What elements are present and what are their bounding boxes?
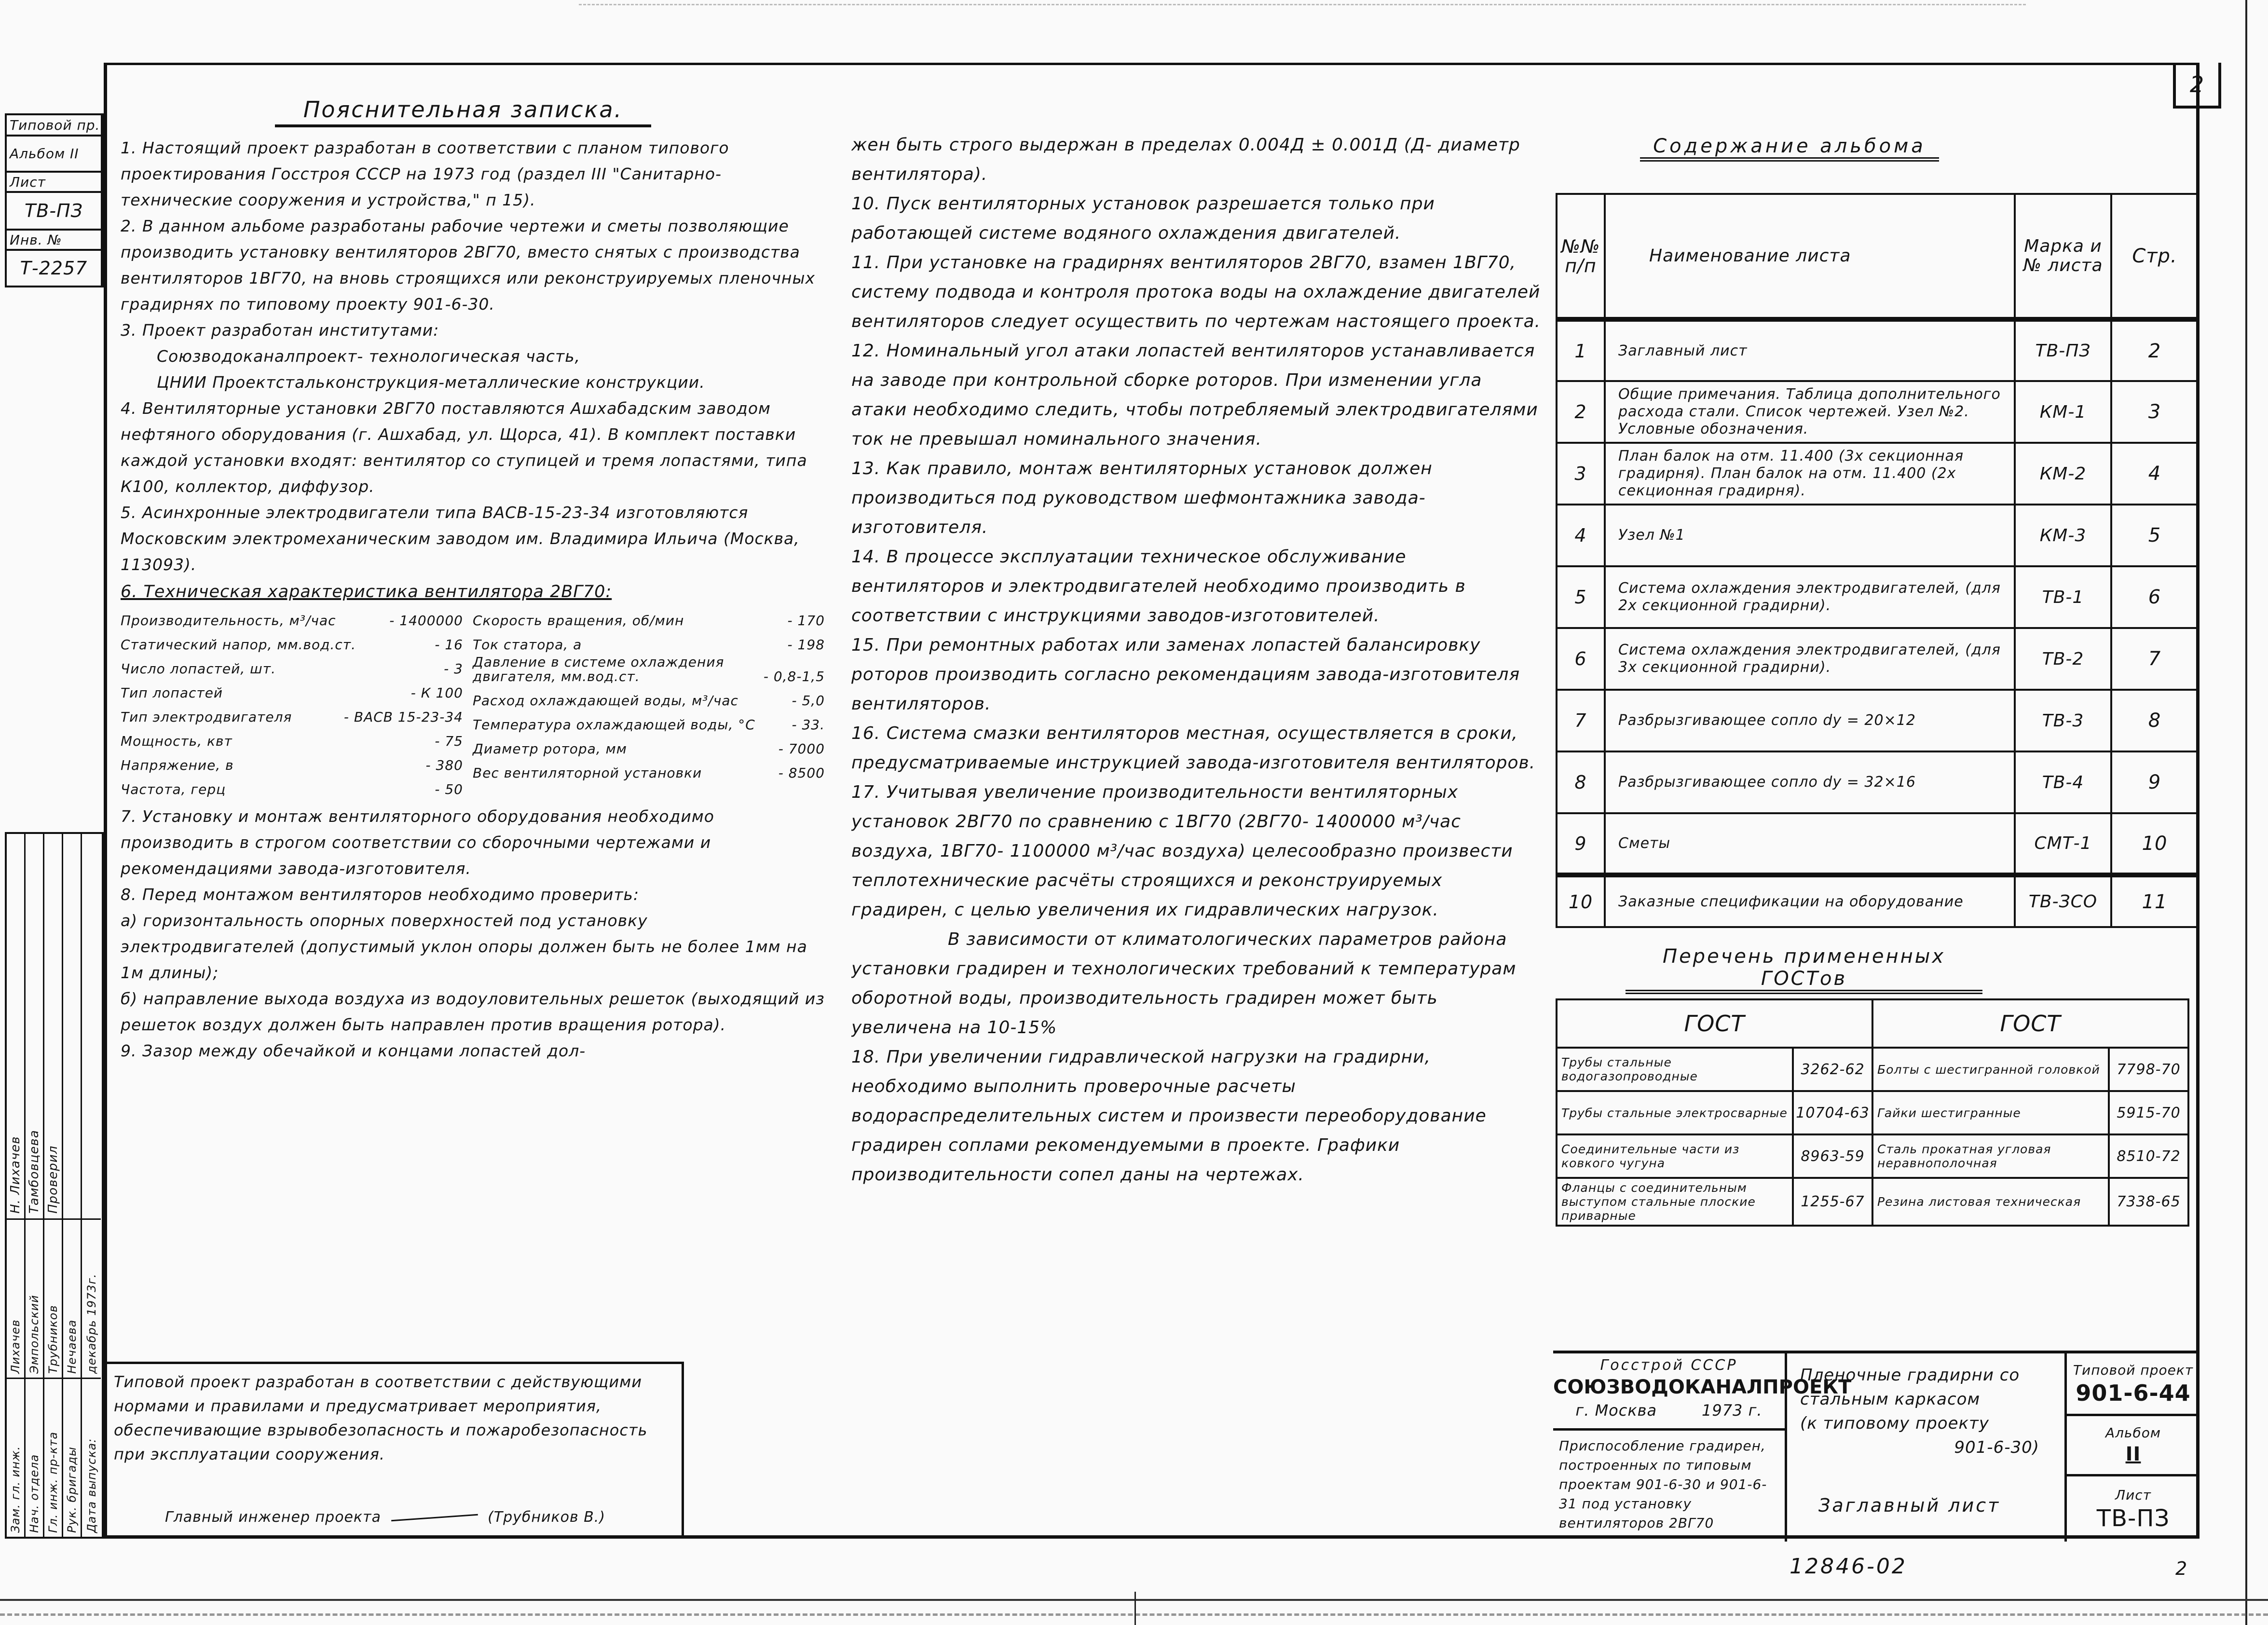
spec-label: Расход охлаждающей воды, м³/час: [473, 693, 738, 709]
row-mark: ТВ-4: [2015, 751, 2111, 813]
note-paragraph: Союзводоканалпроект- технологическая часть,: [157, 347, 581, 366]
spec-label: Вес вентиляторной установки: [473, 765, 702, 781]
note-paragraph: 14. В процессе эксплуатации техническое обслуживание вентиляторов и электродвигателей необходимо производить в соответствии с инструкциями заводов-изготовителей.: [851, 547, 1466, 626]
spec-label: Тип лопастей: [121, 685, 223, 701]
authority: Госстрой СССР: [1600, 1357, 1738, 1374]
spec-row: [473, 687, 825, 711]
spec-grid: [121, 607, 825, 800]
spec-value: - ВАСВ 15-23-34: [343, 709, 463, 725]
note-paragraph: а) горизонтальность опорных поверхностей под установку электродвигателей (допустимый уклон опоры должен быть не более 1мм на 1м длины);: [121, 911, 807, 982]
row-num: 7: [1557, 690, 1605, 751]
spec-label: Ток статора, а: [473, 637, 582, 653]
col-header-name: Наименование листа: [1605, 194, 2015, 319]
table-row: [1557, 443, 2198, 505]
left-stamp-column: [5, 113, 104, 287]
signature-mark: [82, 834, 101, 1218]
sheet-label: Лист: [2115, 1487, 2151, 1503]
signature-row: [63, 834, 82, 1537]
gost-number: 1255-67: [1793, 1178, 1872, 1226]
sheet: [2067, 1476, 2200, 1542]
note-paragraph: 13. Как правило, монтаж вентиляторных установок должен производиться под руководством шефмонтажника завода-изготовителя.: [851, 459, 1433, 537]
row-page: 7: [2111, 628, 2198, 690]
row-name: Система охлаждения электродвигателей, (для 3х секционной градирни).: [1605, 628, 2015, 690]
note-paragraph: 7. Установку и монтаж вентиляторного оборудования необходимо производить в строгом соответствии со сборочными чертежами и рекомендациями завода-изготовителя.: [121, 807, 714, 878]
page-number: 2: [2175, 1558, 2188, 1579]
spec-row: [121, 631, 463, 655]
signature-role: Дата выпуска:: [82, 1378, 101, 1537]
note-paragraph: 12. Номинальный угол атаки лопастей вентиляторов устанавливается на заводе при контрольной сборке роторов. При изменении угла атаки необходимо следить, чтобы потребляемый электродвигателями ток не превышал номинального значения.: [851, 341, 1538, 449]
note-paragraph: 3. Проект разработан институтами:: [121, 321, 439, 340]
gost-name: Трубы стальные электросварные: [1557, 1091, 1793, 1134]
row-name: Система охлаждения электродвигателей, (для 2х секционной градирни).: [1605, 566, 2015, 628]
spec-label: Мощность, квт: [121, 733, 232, 749]
explanatory-note-column-1: [121, 96, 825, 1351]
row-num: 4: [1557, 505, 1605, 566]
spec-row: [473, 759, 825, 783]
organization-name: СОЮЗВОДОКАНАЛПРОЕКТ: [1553, 1376, 1852, 1398]
inventory-label: Инв. №: [7, 231, 101, 251]
row-name: Узел №1: [1605, 505, 2015, 566]
project-title-line: стальным каркасом: [1800, 1390, 1981, 1409]
typical-project-value: 901-6-44: [2076, 1379, 2191, 1406]
row-page: 10: [2111, 813, 2198, 875]
gost-number: 8510-72: [2109, 1134, 2188, 1178]
spec-label: Давление в системе охлаждения двигателя, мм.вод.ст.: [473, 654, 724, 684]
project-title-line: (к типовому проекту: [1800, 1414, 1989, 1433]
table-row: [1557, 566, 2198, 628]
gost-name: Резина листовая техническая: [1872, 1178, 2109, 1226]
table-row: [1557, 505, 2198, 566]
spec-value: - 33.: [792, 717, 825, 733]
note-paragraph: 8. Перед монтажом вентиляторов необходимо проверить:: [121, 885, 640, 904]
row-mark: КМ-1: [2015, 381, 2111, 443]
row-num: 6: [1557, 628, 1605, 690]
row-mark: ТВ-ПЗ: [2015, 319, 2111, 381]
signature-label: Главный инженер проекта: [165, 1509, 381, 1526]
gost-number: 5915-70: [2109, 1091, 2188, 1134]
signature-mark: Н. Лихачев: [8, 1136, 23, 1214]
typical-project-label: Типовой пр.: [7, 115, 101, 137]
note-paragraph: 2. В данном альбоме разработаны рабочие чертежи и сметы позволяющие производить установку вентиляторов 2ВГ70, вместо снятых с производства вентиляторов 1ВГ70, на вновь строящихся или реконструируемых пленочных градирнях по типовому проекту 901-6-30.: [121, 217, 816, 314]
contents-table: [1556, 193, 2199, 928]
bottom-border-line: [0, 1599, 2268, 1601]
spec-value: - 16: [435, 637, 463, 653]
signature-name: Эмпольский: [26, 1218, 43, 1378]
typical-project-label: Типовой проект: [2073, 1362, 2194, 1378]
col-header-page: Стр.: [2111, 194, 2198, 319]
row-page: 9: [2111, 751, 2198, 813]
explanatory-note-column-2: [851, 130, 1541, 1529]
gost-name: Трубы стальные водогазопроводные: [1557, 1048, 1793, 1091]
row-name: Разбрызгивающее сопло dy = 20×12: [1605, 690, 2015, 751]
gost-table: [1556, 998, 2189, 1227]
scan-edge-line: [579, 4, 2026, 5]
spec-label: Частота, герц: [121, 781, 226, 797]
note-paragraph: ЦНИИ Проектстальконструкция-металлические конструкции.: [157, 373, 705, 392]
year: 1973 г.: [1701, 1401, 1762, 1420]
contents-header-row: [1557, 194, 2198, 319]
row-name: Общие примечания. Таблица дополнительного расхода стали. Список чертежей. Узел №2. Условные обозначения.: [1605, 381, 2015, 443]
project-title-line: 901-6-30): [1954, 1438, 2039, 1457]
row-name: Сметы: [1605, 813, 2015, 875]
row-mark: ТВ-2: [2015, 628, 2111, 690]
table-row: [1557, 628, 2198, 690]
spec-list-right: [473, 607, 825, 800]
note-paragraph: 10. Пуск вентиляторных установок разрешается только при работающей системе водяного охлаждения двигателей.: [851, 194, 1435, 243]
signature-mark: [63, 834, 81, 1218]
row-mark: СМТ-1: [2015, 813, 2111, 875]
row-num: 3: [1557, 443, 1605, 505]
row-num: 8: [1557, 751, 1605, 813]
archive-code: 12846-02: [1790, 1554, 1907, 1579]
album-value: II: [2125, 1443, 2141, 1465]
row-num: 1: [1557, 319, 1605, 381]
organization-cell: [1553, 1353, 1852, 1431]
spec-list-left: [121, 607, 463, 800]
table-row: [1557, 813, 2198, 875]
signature-role: Нач. отдела: [26, 1378, 43, 1537]
spec-row: [121, 776, 463, 800]
spec-row: [473, 655, 825, 687]
sheet-value: ТВ-ПЗ: [7, 193, 101, 231]
note-paragraph: 16. Система смазки вентиляторов местная, осуществляется в сроки, предусматриваемые инструкцией завода-изготовителя вентиляторов.: [851, 724, 1536, 773]
signature-role: Рук. бригады: [63, 1378, 81, 1537]
col-header-mark: Марка и № листа: [2015, 194, 2111, 319]
row-mark: КМ-3: [2015, 505, 2111, 566]
signature-stamp: [5, 832, 104, 1539]
album: [2067, 1416, 2200, 1476]
note-paragraph: 1. Настоящий проект разработан в соответствии с планом типового проектирования Госстроя СССР на 1973 год (раздел III "Санитарно-технические сооружения и устройства," п 15).: [121, 138, 729, 209]
compliance-text: Типовой проект разработан в соответствии с действующими нормами и правилами и предусматривает мероприятия, обеспечивающие взрывобезопасность и пожаробезопасность при эксплуатации сооружения.: [114, 1373, 648, 1463]
row-name: Заглавный лист: [1605, 319, 2015, 381]
spec-row: [121, 655, 463, 679]
row-num: 2: [1557, 381, 1605, 443]
note-paragraph: б) направление выхода воздуха из водоуловительных решеток (выходящий из решеток воздух должен быть направлен против вращения ротора).: [121, 989, 825, 1034]
spec-row: [473, 631, 825, 655]
row-mark: КМ-2: [2015, 443, 2111, 505]
gost-number: 10704-63: [1793, 1091, 1872, 1134]
gost-name: Соединительные части из ковкого чугуна: [1557, 1134, 1793, 1178]
spec-label: Температура охлаждающей воды, °С: [473, 717, 755, 733]
row-page: 2: [2111, 319, 2198, 381]
center-mark: [1134, 1592, 1136, 1625]
sheet-number-box: [2173, 63, 2221, 109]
title-block: [1553, 1351, 2200, 1539]
signature-role: Гл. инж. пр-кта: [44, 1378, 62, 1537]
spec-title: 6. Техническая характеристика вентилятора 2ВГ70:: [121, 582, 612, 601]
spec-row: [121, 727, 463, 751]
sheet-number: 2: [2189, 71, 2205, 97]
signature-name: Лихачев: [7, 1218, 24, 1378]
table-row: [1557, 381, 2198, 443]
row-name: Заказные спецификации на оборудование: [1605, 875, 2015, 927]
gost-header-right: ГОСТ: [1872, 999, 2188, 1048]
row-page: 8: [2111, 690, 2198, 751]
chief-engineer-signature: [165, 1509, 605, 1526]
spec-row: [473, 711, 825, 735]
signature-scribble: [391, 1514, 478, 1522]
gost-number: 3262-62: [1793, 1048, 1872, 1091]
spec-row: [473, 735, 825, 759]
row-page: 4: [2111, 443, 2198, 505]
spec-row: [473, 607, 825, 631]
gost-header-row: [1557, 999, 2188, 1048]
gost-name: Сталь прокатная угловая неравнополочная: [1872, 1134, 2109, 1178]
spec-value: - 5,0: [792, 693, 825, 709]
signature-name: декабрь 1973г.: [82, 1218, 101, 1378]
row-page: 6: [2111, 566, 2198, 628]
table-row: [1557, 751, 2198, 813]
table-row: [1557, 1134, 2188, 1178]
row-mark: ТВ-ЗСО: [2015, 875, 2111, 927]
row-name: План балок на отм. 11.400 (3х секционная градирня). План балок на отм. 11.400 (2х секционная градирня).: [1605, 443, 2015, 505]
project-description: Приспособление градирен, построенных по типовым проектам 901-6-30 и 901-6-31 под установку вентиляторов 2ВГ70: [1553, 1431, 1787, 1542]
note-paragraph: 9. Зазор между обечайкой и концами лопастей дол-: [121, 1041, 586, 1060]
row-name: Разбрызгивающее сопло dy = 32×16: [1605, 751, 2015, 813]
gost-name: Фланцы с соединительным выступом стальные плоские приварные: [1557, 1178, 1793, 1226]
inventory-value: Т-2257: [20, 258, 88, 279]
signature-mark: Проверил: [46, 1145, 60, 1214]
city: г. Москва: [1575, 1401, 1657, 1420]
note-paragraph: В зависимости от климатологических параметров района установки градирен и технологических требований к температурам оборотной воды, производительность градирен может быть увеличена на 10-15%: [851, 929, 1517, 1038]
spec-value: - 8500: [778, 765, 825, 781]
gost-name: Болты с шестигранной головкой: [1872, 1048, 2109, 1091]
table-row: [1557, 1178, 2188, 1226]
row-page: 11: [2111, 875, 2198, 927]
row-num: 10: [1557, 875, 1605, 927]
spec-label: Статический напор, мм.вод.ст.: [121, 637, 356, 653]
signature-row: [82, 834, 101, 1537]
spec-value: - 198: [787, 637, 825, 653]
spec-row: [121, 751, 463, 776]
spec-label: Число лопастей, шт.: [121, 661, 276, 677]
spec-row: [121, 607, 463, 631]
signature-name: Трубников: [44, 1218, 62, 1378]
page-title: Пояснительная записка.: [275, 96, 651, 127]
note-paragraph: 11. При установке на градирнях вентиляторов 2ВГ70, взамен 1ВГ70, систему подвода и контроля протока воды на охлаждение двигателей вентиляторов следует осуществить по чертежам настоящего проекта.: [851, 253, 1541, 331]
signature-role: Зам. гл. инж.: [7, 1378, 24, 1537]
col-header-num: №№ п/п: [1557, 194, 1605, 319]
table-row: [1557, 875, 2198, 927]
spec-row: [121, 679, 463, 703]
gost-header-left: ГОСТ: [1557, 999, 1872, 1048]
note-paragraph: жен быть строго выдержан в пределах 0.004Д ± 0.001Д (Д- диаметр вентилятора).: [851, 135, 1520, 184]
project-id-cell: [2064, 1353, 2200, 1542]
signature-name: (Трубников В.): [488, 1509, 606, 1526]
spec-label: Скорость вращения, об/мин: [473, 613, 684, 628]
table-row: [1557, 690, 2198, 751]
row-num: 9: [1557, 813, 1605, 875]
sheet-value: ТВ-ПЗ: [2096, 1504, 2170, 1532]
sheet-label: Лист: [7, 173, 101, 193]
spec-value: - К 100: [410, 685, 463, 701]
album-label: Альбом: [2105, 1425, 2161, 1441]
table-row: [1557, 319, 2198, 381]
note-paragraph: 5. Асинхронные электродвигатели типа ВАСВ-15-23-34 изготовляются Московским электромеханическим заводом им. Владимира Ильича (Москва, 113093).: [121, 503, 800, 574]
spec-value: - 380: [425, 757, 463, 773]
spec-label: Тип электродвигателя: [121, 709, 292, 725]
spec-row: [121, 703, 463, 727]
table-row: [1557, 1048, 2188, 1091]
signature-row: [7, 834, 26, 1537]
spec-label: Напряжение, в: [121, 757, 234, 773]
spec-value: - 3: [444, 661, 463, 677]
row-mark: ТВ-1: [2015, 566, 2111, 628]
signature-row: [44, 834, 63, 1537]
outer-border-line: [2245, 0, 2247, 1625]
project-title-line: Пленочные градирни со: [1800, 1366, 2020, 1385]
gost-name: Гайки шестигранные: [1872, 1091, 2109, 1134]
row-num: 5: [1557, 566, 1605, 628]
project-title-cell: [1790, 1353, 2064, 1542]
typical-project: [2067, 1353, 2200, 1416]
spec-value: - 1400000: [389, 613, 463, 628]
spec-value: - 170: [787, 613, 825, 628]
spec-value: - 50: [435, 781, 463, 797]
gost-number: 8963-59: [1793, 1134, 1872, 1178]
gost-number: 7338-65: [2109, 1178, 2188, 1226]
compliance-note-box: [107, 1362, 684, 1539]
signature-mark: Тамбовцева: [27, 1130, 41, 1214]
sheet-name: Заглавный лист: [1818, 1495, 2001, 1516]
row-mark: ТВ-3: [2015, 690, 2111, 751]
cut-line: [0, 1613, 2268, 1616]
note-paragraph: 15. При ремонтных работах или заменах лопастей балансировку роторов производить согласно рекомендациям завода-изготовителя вентиляторов.: [851, 635, 1520, 714]
gost-list-title: Перечень примененных ГОСТов: [1626, 945, 1982, 994]
spec-label: Диаметр ротора, мм: [473, 741, 627, 757]
note-paragraph: 17. Учитывая увеличение производительности вентиляторных установок 2ВГ70 по сравнению с 1ВГ70 (2ВГ70- 1400000 м³/час воздуха, 1ВГ70- 1100000 м³/час воздуха) целесообразно произвести теплотехнические расчёты строящихся и реконструируемых градирен, с целью увеличения их гидравлических нагрузок.: [851, 782, 1513, 920]
spec-value: - 0,8-1,5: [763, 669, 825, 684]
note-paragraph: 18. При увеличении гидравлической нагрузки на градирни, необходимо выполнить проверочные расчеты водораспределительных систем и произвести переоборудование градирен соплами рекомендуемыми в проекте. Графики производительности сопел даны на чертежах.: [851, 1047, 1487, 1185]
contents-title: Содержание альбома: [1640, 135, 1939, 162]
gost-number: 7798-70: [2109, 1048, 2188, 1091]
table-row: [1557, 1091, 2188, 1134]
spec-value: - 7000: [778, 741, 825, 757]
signature-name: Нечаева: [63, 1218, 81, 1378]
row-page: 3: [2111, 381, 2198, 443]
city-year: [1553, 1400, 1785, 1421]
spec-value: - 75: [435, 733, 463, 749]
signature-row: [26, 834, 44, 1537]
note-paragraph: 4. Вентиляторные установки 2ВГ70 поставляются Ашхабадским заводом нефтяного оборудования (г. Ашхабад, ул. Щорса, 41). В комплект поставки каждой установки входят: вентилятор со ступицей и тремя лопастями, типа К100, коллектор, диффузор.: [121, 399, 807, 496]
spec-label: Производительность, м³/час: [121, 613, 336, 628]
row-page: 5: [2111, 505, 2198, 566]
album-label: Альбом II: [7, 137, 101, 173]
